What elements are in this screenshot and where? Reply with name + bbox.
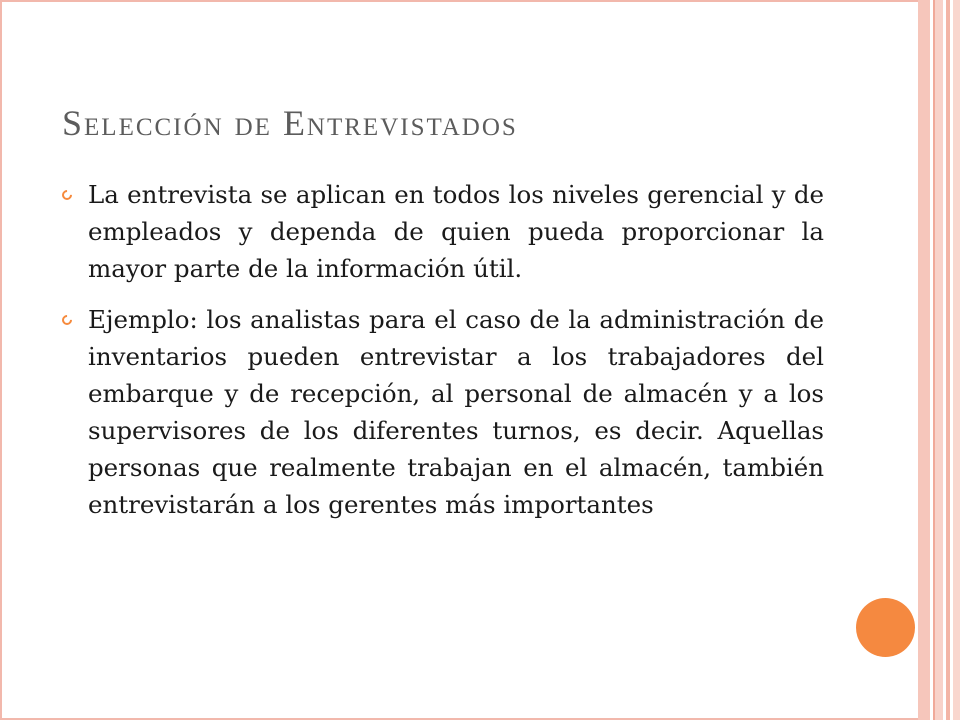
bullet-text: Ejemplo: los analistas para el caso de la administración de inventarios pueden entrevistar a los trabajadores del embarque y de recepción, al personal de almacén y a los supervisores de los diferentes turnos, es decir. Aquellas personas que realmente trabajan en el almacén, también entrevistarán a los gerentes más importantes (88, 305, 824, 519)
frame-left-line (0, 0, 2, 720)
slide-title: Selección de Entrevistados (62, 103, 518, 143)
bullet-item (62, 176, 824, 287)
right-decorative-stripes (918, 0, 960, 720)
bullet-text: La entrevista se aplican en todos los niveles gerencial y de empleados y dependa de quien pueda proporcionar la mayor parte de la información útil. (88, 180, 824, 283)
circle-bullet-icon (60, 313, 74, 327)
orange-circle-decoration (856, 598, 915, 657)
bullet-item (62, 301, 824, 523)
circle-bullet-icon (60, 188, 74, 202)
frame-top-line (0, 0, 920, 2)
bullet-list (62, 176, 824, 537)
